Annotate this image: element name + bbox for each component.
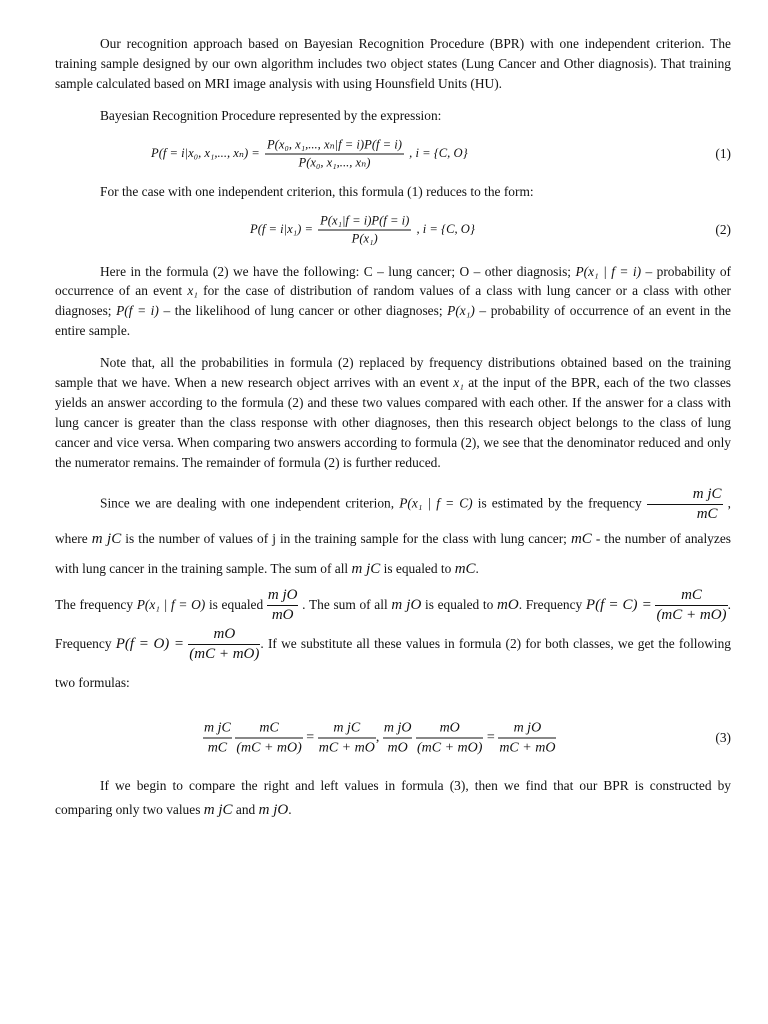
eq2-lhs: P(f = i|x₁) = [250, 221, 313, 236]
eq2-tail: , i = {C, O} [416, 221, 475, 236]
equation-3: $\frac{\text{m jC}}{mC}$ $\frac{mC}{(mC + mO)}$ = $\frac{\text{m jC}}{mC + mO}$ , $\frac{\text{m jO}}{mO}$ $\frac{mO}{(mC + mO)}$ = $\frac{\text{m jO}}{mC + mO}$ (3) [204, 720, 731, 756]
frac-po: $\frac{mO}{(mC + mO)}$ [189, 626, 260, 663]
eq2-fraction [318, 212, 411, 247]
eq2-number: (2) [715, 221, 731, 237]
eq1-fraction [265, 136, 404, 171]
eq1-denominator: P(x₀, x₁,..., xₙ) [298, 155, 371, 170]
equation-2 [55, 202, 731, 258]
frac-pc: $\frac{mC}{(mC + mO)}$ [656, 587, 727, 624]
paragraph-frequency-o: The frequency P(x₁ | f = O) is equaled $\frac{\text{m jO}}{mO}$ . The sum of all m jO is equaled to mO. Frequency P(f = C) = $\frac{mC}{(mC + mO)}$ . Frequency P(f = O) = $\frac{mO}{(mC + mO)}$ . If we substitute all these values in formula (2) for both classes, we get the following two formulas: [55, 587, 731, 691]
paragraph-reduction: For the case with one independent criterion, this formula (1) reduces to the form: [100, 183, 534, 199]
paragraph-definitions: Here in the formula (2) we have the following: C – lung cancer; O – other diagnosis; P(x₁ | f = i) – probability of occurrence of an event x₁ for the case of distribution of random values of a class with lung cancer or a class with other diagnoses; P(f = i) – the likelihood of lung cancer or other diagnoses; P(x₁) – probability of occurrence of an event in the entire sample. [55, 263, 732, 339]
eq1-lhs: P(f = i|x₀, x₁,..., xₙ) = [151, 145, 260, 160]
eq2-denominator: P(x₁) [351, 231, 378, 246]
paragraph-bpr-expression: Bayesian Recognition Procedure represented by the expression: [100, 107, 442, 123]
paragraph-frequency: Since we are dealing with one independent criterion, P(x₁ | f = C) is estimated by the frequency $\frac{\text{m jC}}{mC}$ , where m jC is the number of values of j in the training sample for the class with lung cancer; mC - the number of analyzes with lung cancer in the training sample. The sum of all m jC is equaled to mC. [55, 485, 731, 577]
paragraph-probabilities: Note that, all the probabilities in formula (2) replaced by frequency distributions obtained based on the training sample that we have. When a new research object arrives with an event x₁ at the input of the BPR, each of the two classes yields an answer according to the formula (2) and these two values compared with each other. If the answer for a class with lung cancer is greater than the class response with other diagnoses, then this research object belongs to the class of lung cancer and vice versa. When comparing two answers according to formula (2), we see that the denominator reduced and only the numerator remains. The remainder of formula (2) is further reduced. [55, 355, 731, 470]
document-page [55, 34, 731, 822]
frac-mjc-over-mc: $\frac{\text{m jC}}{mC}$ [647, 485, 723, 524]
paragraph-conclusion: If we begin to compare the right and left values in formula (3), then we find that our BPR is constructed by comparing only two values m jC and m jO. [55, 778, 731, 819]
eq1-numerator: P(x₀, x₁,..., xₙ|f = i)P(f = i) [265, 136, 404, 154]
eq1-number: (1) [715, 145, 731, 161]
equation-1 [55, 126, 731, 182]
frac-mjo-over-mo: $\frac{\text{m jO}}{mO}$ [267, 587, 298, 624]
paragraph-intro: Our recognition approach based on Bayesian Recognition Procedure (BPR) with one independent criterion. The training sample designed by our own algorithm includes two object states (Lung Cancer and Other diagnosis). That training sample calculated based on MRI image analysis with using Hounsfield Units (HU). [55, 36, 731, 91]
eq3-number: (3) [715, 730, 731, 746]
eq1-tail: , i = {C, O} [409, 145, 468, 160]
eq2-numerator: P(x₁|f = i)P(f = i) [318, 212, 411, 230]
